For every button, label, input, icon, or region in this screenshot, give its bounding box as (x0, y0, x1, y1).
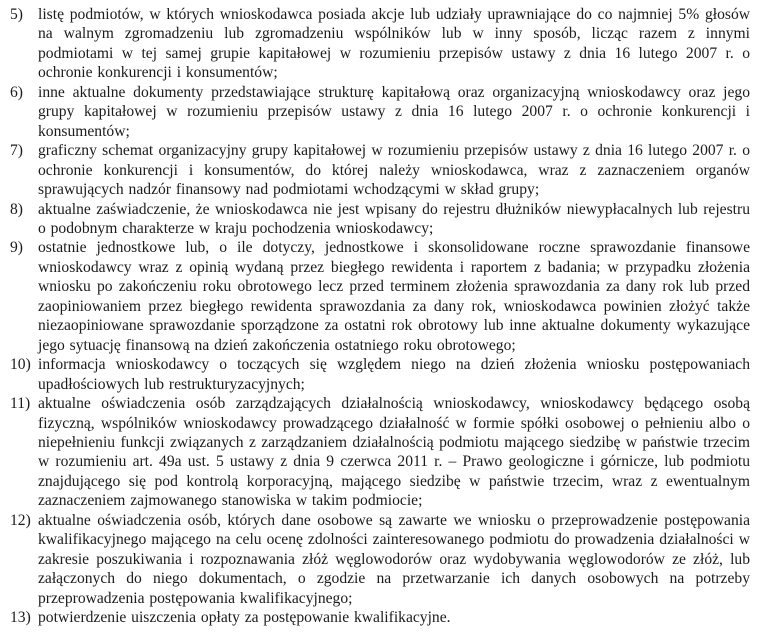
list-item (10, 238, 750, 355)
list-item-number: 9) (10, 239, 23, 257)
list-item (10, 608, 750, 627)
list-item-number: 8) (10, 200, 23, 218)
list-item-text: listę podmiotów, w których wnioskodawca posiada akcje lub udziały uprawniające do co najmniej 5% głosów na walnym zgromadzeniu lub zgromadzeniu wspólników lub w inny sposób, licząc razem z innymi podmiotami w tej samej grupie kapitałowej w rozumieniu przepisów ustawy z dnia 16 lutego 2007 r. o ochronie konkurencji i konsumentów; (38, 6, 750, 82)
list-item-number: 5) (10, 6, 23, 23)
list-item (10, 200, 750, 239)
list-item (10, 141, 750, 199)
list-item (10, 355, 750, 394)
list-item-number: 10) (10, 356, 31, 374)
list-item-text: aktualne zaświadczenie, że wnioskodawca nie jest wpisany do rejestru dłużników niewypłacalnych lub rejestru o podobnym charakterze w kraju pochodzenia wnioskodawcy; (38, 200, 750, 237)
list-item (10, 5, 750, 83)
list-item-number: 12) (10, 511, 31, 529)
list-item-text: graficzny schemat organizacyjny grupy kapitałowej w rozumieniu przepisów ustawy z dnia 16 lutego 2007 r. o ochronie konkurencji i konsumentów, do której należy wnioskodawca, wraz z zaznaczeniem organów sprawujących nadzór finansowy nad podmiotami wchodzącymi w skład grupy; (38, 142, 750, 199)
list-item (10, 394, 750, 511)
list-item-number: 13) (10, 609, 31, 627)
list-item-text: aktualne oświadczenia osób, których dane osobowe są zawarte we wniosku o przeprowadzenie postępowania kwalifikacyjnego mającego na celu ocenę zdolności zainteresowanego podmiotu do prowadzenia działalności w zakresie poszukiwania i rozpoznawania złóż węglowodorów oraz wydobywania węglowodorów ze złóż, lub załączonych do niego dokumentach, o zgodzie na przetwarzanie ich danych osobowych na potrzeby przeprowadzenia postępowania kwalifikacyjnego; (38, 511, 750, 607)
list-item-text: aktualne oświadczenia osób zarządzających działalnością wnioskodawcy, wnioskodawcy będącego osobą fizyczną, wspólników wnioskodawcy prowadzącego działalność w formie spółki osobowej o pełnieniu albo o niepełnieniu funkcji związanych z zarządzaniem działalnością podmiotu mającego siedzibę w państwie trzecim w rozumieniu art. 49a ust. 5 ustawy z dnia 9 czerwca 2011 r. – Prawo geologiczne i górnicze, lub podmiotu znajdującego się pod kontrolą korporacyjną, mającego siedzibę w państwie trzecim, wraz z ewentualnym zaznaczeniem zajmowanego stanowiska w takim podmiocie; (38, 395, 750, 510)
list-item (10, 511, 750, 608)
list-item-text: potwierdzenie uiszczenia opłaty za postępowanie kwalifikacyjne. (38, 609, 451, 627)
list-item-text: informacja wnioskodawcy o toczących się względem niego na dzień złożenia wniosku postępowaniach upadłościowych lub restrukturyzacyjnych; (38, 356, 750, 393)
list-item (10, 83, 750, 141)
list-item-text: inne aktualne dokumenty przedstawiające strukturę kapitałową oraz organizacyjną wnioskodawcy oraz jego grupy kapitałowej w rozumieniu przepisów ustawy z dnia 16 lutego 2007 r. o ochronie konkurencji i konsumentów; (38, 83, 750, 140)
list-item-number: 7) (10, 142, 23, 160)
list-item-number: 6) (10, 83, 23, 101)
list-item-text: ostatnie jednostkowe lub, o ile dotyczy, jednostkowe i skonsolidowane roczne sprawozdanie finansowe wnioskodawcy wraz z opinią wydaną przez biegłego rewidenta i raportem z badania; w przypadku złożenia wniosku po zakończeniu roku obrotowego lecz przed terminem złożenia sprawozdania za dany rok lub przed zaopiniowaniem przez biegłego rewidenta sprawozdania za dany rok, wnioskodawca powinien złożyć także niezaopiniowane sprawozdanie sporządzone za ostatni rok obrotowy lub inne aktualne dokumenty wykazujące jego sytuację finansową na dzień zakończenia ostatniego roku obrotowego; (38, 239, 750, 354)
list-item-number: 11) (10, 395, 31, 413)
